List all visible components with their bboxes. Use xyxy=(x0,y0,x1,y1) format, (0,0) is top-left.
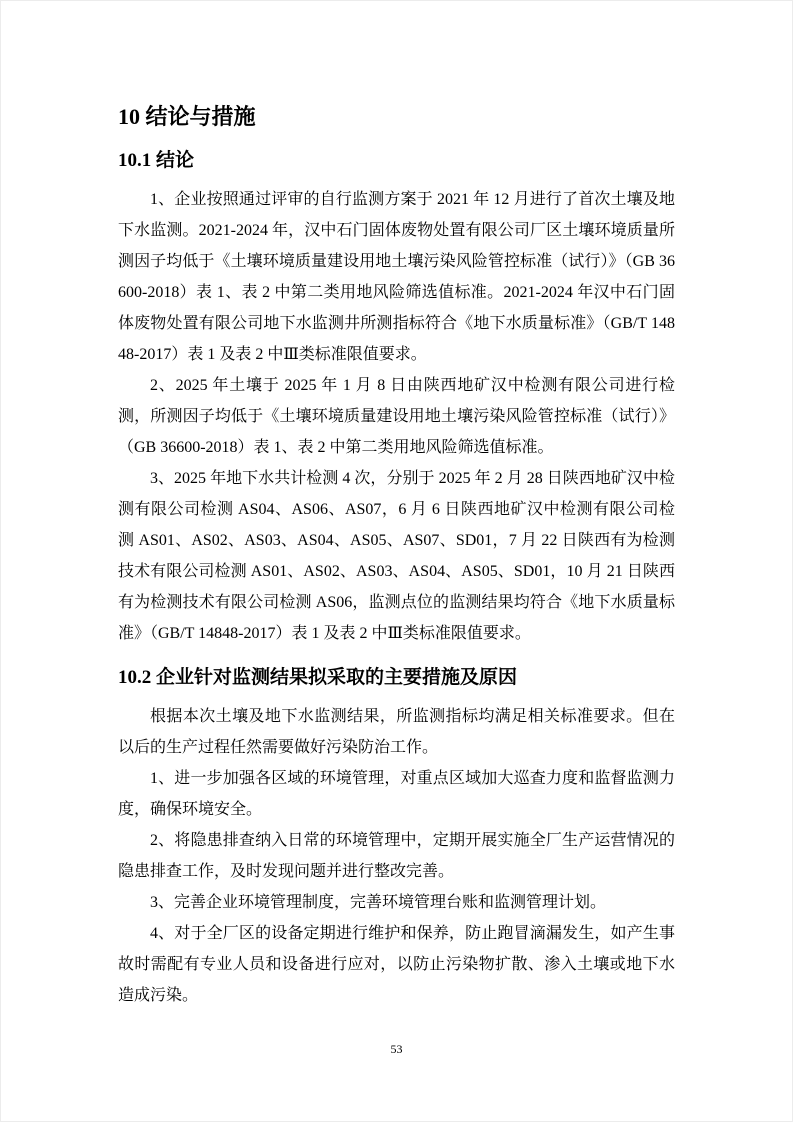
chapter-heading: 10 结论与措施 xyxy=(118,104,256,129)
section-heading-10-1: 10.1 结论 xyxy=(118,150,195,171)
conclusion-paragraph-3: 3、2025 年地下水共计检测 4 次，分别于 2025 年 2 月 28 日陕西地矿汉中检测有限公司检测 AS04、AS06、AS07，6 月 6 日陕西地矿汉中检测有限公司检测 AS01、AS02、AS03、AS04、AS05、AS07、SD01，7 月 22 日陕西有为检测技术有限公司检测 AS01、AS02、AS03、AS04、AS05、SD01，10 月 21 日陕西有为检测技术有限公司检测 AS06，监测点位的监测结果均符合《地下水质量标准》（GB/T 14848-2017）表 1 及表 2 中Ⅲ类标准限值要求。 xyxy=(118,470,675,642)
measures-intro-paragraph: 根据本次土壤及地下水监测结果，所监测指标均满足相关标准要求。但在以后的生产过程任然需要做好污染防治工作。 xyxy=(118,708,675,756)
measure-item-4: 4、对于全厂区的设备定期进行维护和保养，防止跑冒滴漏发生，如产生事故时需配有专业人员和设备进行应对，以防止污染物扩散、渗入土壤或地下水造成污染。 xyxy=(118,925,675,1004)
measure-item-2: 2、将隐患排查纳入日常的环境管理中，定期开展实施全厂生产运营情况的隐患排查工作，及时发现问题并进行整改完善。 xyxy=(118,832,675,880)
conclusion-paragraph-1: 1、企业按照通过评审的自行监测方案于 2021 年 12 月进行了首次土壤及地下水监测。2021-2024 年，汉中石门固体废物处置有限公司厂区土壤环境质量所测因子均低于《土壤环境质量建设用地土壤污染风险管控标准（试行）》（GB 36600-2018）表 1、表 2 中第二类用地风险筛选值标准。2021-2024 年汉中石门固体废物处置有限公司地下水监测井所测指标符合《地下水质量标准》（GB/T 14848-2017）表 1 及表 2 中Ⅲ类标准限值要求。 xyxy=(118,191,675,363)
measure-item-1: 1、进一步加强各区域的环境管理，对重点区域加大巡查力度和监督监测力度，确保环境安全。 xyxy=(118,770,675,818)
page-number: 53 xyxy=(390,1042,403,1056)
conclusion-paragraph-2: 2、2025 年土壤于 2025 年 1 月 8 日由陕西地矿汉中检测有限公司进行检测，所测因子均低于《土壤环境质量建设用地土壤污染风险管控标准（试行）》（GB 36600-2018）表 1、表 2 中第二类用地风险筛选值标准。 xyxy=(118,377,675,456)
measure-item-3: 3、完善企业环境管理制度，完善环境管理台账和监测管理计划。 xyxy=(150,894,607,911)
section-heading-10-2: 10.2 企业针对监测结果拟采取的主要措施及原因 xyxy=(118,667,518,688)
